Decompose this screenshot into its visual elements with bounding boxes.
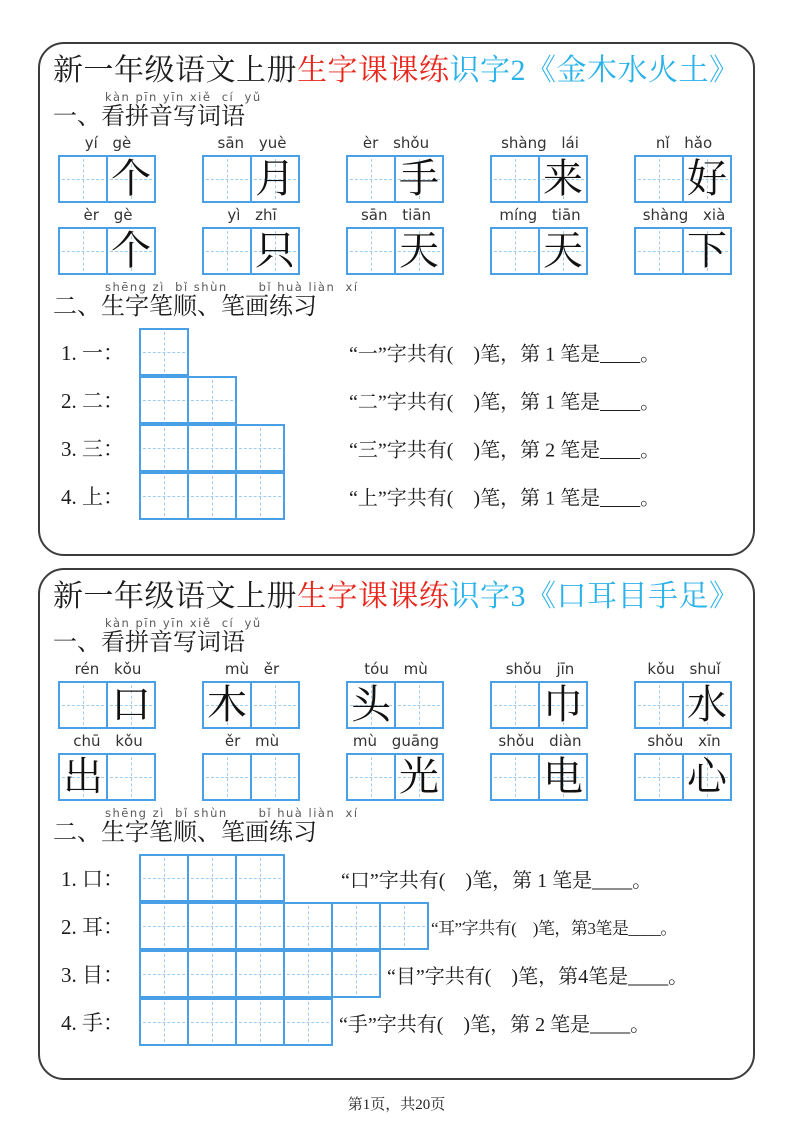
word-group (346, 132, 446, 203)
stroke-practice-box (187, 472, 237, 520)
word-row (53, 132, 738, 203)
character-text (492, 755, 538, 799)
page-title (53, 578, 738, 615)
stroke-label: 1. 一： (61, 341, 124, 365)
character-text (108, 755, 154, 799)
stroke-practice-box (283, 902, 333, 950)
word-group (202, 658, 302, 729)
word-pinyin: èr shǒu (362, 134, 430, 152)
writing-pair (634, 681, 734, 729)
title-lesson-blue: 识字3《口耳目手足》 (449, 580, 740, 613)
word-pinyin: yí gè (84, 134, 132, 152)
writing-cell (682, 155, 732, 203)
heading-pinyin: kàn pīn yīn xiě cí yǔ (105, 90, 262, 104)
worksheet-card-2 (38, 568, 755, 1080)
writing-cell (202, 681, 252, 729)
character-text: 木 (207, 682, 247, 727)
word-group (634, 730, 734, 801)
stroke-question: “一”字共有( )笔，第 1 笔是____。 (349, 343, 661, 366)
character-text (60, 157, 106, 201)
stroke-question: “耳”字共有( )笔，第3笔是____。 (431, 918, 677, 938)
word-row (53, 730, 738, 801)
stroke-practice-boxes (139, 950, 381, 998)
character-text (60, 229, 106, 273)
writing-cell (538, 681, 588, 729)
writing-cell (490, 155, 540, 203)
writing-cell (202, 753, 252, 801)
word-group (490, 658, 590, 729)
writing-cell (346, 753, 396, 801)
character-text: 出 (63, 754, 103, 799)
writing-cell (634, 753, 684, 801)
word-pinyin: shàng xià (642, 206, 726, 224)
writing-pair (346, 155, 446, 203)
writing-pair (58, 227, 158, 275)
writing-cell (682, 753, 732, 801)
stroke-row (53, 375, 738, 425)
character-text (252, 683, 298, 727)
stroke-practice (53, 853, 738, 1047)
stroke-practice-boxes (139, 472, 285, 520)
word-group (490, 730, 590, 801)
word-pinyin: èr gè (83, 206, 133, 224)
stroke-practice-box (187, 424, 237, 472)
character-text (204, 229, 250, 273)
stroke-practice-box (283, 998, 333, 1046)
word-group (634, 204, 734, 275)
stroke-label: 4. 上： (61, 485, 124, 509)
section-one-heading: 一、看拼音写词语 (53, 104, 245, 130)
stroke-practice-box (139, 472, 189, 520)
word-pinyin: mù guāng (352, 732, 440, 750)
character-text (60, 683, 106, 727)
stroke-practice-box (187, 998, 237, 1046)
character-text: 个 (111, 228, 151, 273)
stroke-practice-boxes (139, 854, 285, 902)
worksheet-card-1 (38, 42, 755, 556)
word-group (346, 730, 446, 801)
writing-pair (634, 753, 734, 801)
writing-pair (490, 155, 590, 203)
stroke-practice-box (139, 854, 189, 902)
writing-pair (58, 155, 158, 203)
character-text (204, 157, 250, 201)
character-text: 天 (543, 228, 583, 273)
stroke-practice-box (187, 950, 237, 998)
writing-cell (682, 681, 732, 729)
word-pinyin: mù ěr (224, 660, 280, 678)
character-text: 手 (399, 156, 439, 201)
character-text: 心 (687, 754, 727, 799)
title-lesson-blue: 识字2《金木水火土》 (449, 54, 740, 87)
writing-cell (394, 227, 444, 275)
writing-cell (250, 681, 300, 729)
stroke-question: “口”字共有( )笔，第 1 笔是____。 (341, 869, 653, 892)
stroke-row (53, 423, 738, 473)
stroke-practice-box (139, 902, 189, 950)
stroke-practice-box (235, 998, 285, 1046)
section-one-heading: 一、看拼音写词语 (53, 630, 245, 656)
writing-cell (490, 753, 540, 801)
character-text: 个 (111, 156, 151, 201)
character-text: 只 (255, 228, 295, 273)
writing-cell (106, 681, 156, 729)
writing-cell (490, 227, 540, 275)
writing-cell (250, 155, 300, 203)
stroke-row (53, 997, 738, 1047)
character-text (636, 755, 682, 799)
writing-cell (58, 753, 108, 801)
heading-pinyin: shēng zì bǐ shùn bǐ huà liàn xí (105, 280, 359, 294)
writing-pair (346, 753, 446, 801)
writing-cell (634, 681, 684, 729)
word-group (58, 658, 158, 729)
writing-cell (250, 753, 300, 801)
stroke-practice-boxes (139, 902, 429, 950)
word-pinyin: shǒu diàn (498, 732, 582, 750)
word-group (634, 132, 734, 203)
writing-cell (490, 681, 540, 729)
title-series-red: 生字课课练 (297, 580, 450, 613)
writing-cell (106, 227, 156, 275)
stroke-practice-box (235, 902, 285, 950)
stroke-practice-box (235, 854, 285, 902)
stroke-label: 4. 手： (61, 1011, 124, 1035)
word-group (58, 204, 158, 275)
character-text: 月 (255, 156, 295, 201)
word-pinyin: míng tiān (499, 206, 581, 224)
writing-cell (106, 753, 156, 801)
writing-pair (490, 753, 590, 801)
stroke-question: “手”字共有( )笔，第 2 笔是____。 (339, 1013, 651, 1036)
writing-cell (538, 227, 588, 275)
word-pinyin: tóu mù (364, 660, 428, 678)
writing-cell (106, 155, 156, 203)
word-pinyin: nǐ hǎo (655, 134, 713, 152)
character-text (492, 229, 538, 273)
word-group (346, 658, 446, 729)
stroke-practice-box (187, 902, 237, 950)
page-title (53, 52, 738, 89)
character-text: 来 (543, 156, 583, 201)
writing-pair (490, 681, 590, 729)
stroke-practice-box (187, 854, 237, 902)
writing-cell (58, 155, 108, 203)
character-text: 水 (687, 682, 727, 727)
word-row (53, 658, 738, 729)
stroke-practice-boxes (139, 328, 189, 376)
writing-cell (58, 681, 108, 729)
stroke-practice-box (139, 328, 189, 376)
character-text: 光 (399, 754, 439, 799)
writing-cell (202, 155, 252, 203)
writing-pair (202, 155, 302, 203)
word-pinyin: sān yuè (217, 134, 287, 152)
page-footer: 第1页，共20页 (347, 1097, 446, 1113)
stroke-practice-boxes (139, 998, 333, 1046)
character-text (492, 683, 538, 727)
writing-pair (58, 681, 158, 729)
word-pinyin: shǒu xīn (647, 732, 721, 750)
stroke-label: 3. 三： (61, 437, 124, 461)
word-group (58, 730, 158, 801)
writing-cell (346, 155, 396, 203)
character-text (348, 157, 394, 201)
word-group (490, 132, 590, 203)
title-text-black: 新一年级语文上册 (53, 54, 297, 87)
stroke-practice-box (235, 472, 285, 520)
stroke-practice-box (187, 376, 237, 424)
stroke-label: 3. 目： (61, 963, 124, 987)
word-pinyin: yì zhī (227, 206, 277, 224)
stroke-row (53, 853, 738, 903)
character-text (348, 755, 394, 799)
character-text (396, 683, 442, 727)
stroke-practice-boxes (139, 424, 285, 472)
writing-cell (346, 227, 396, 275)
title-series-red: 生字课课练 (297, 54, 450, 87)
stroke-practice-box (139, 424, 189, 472)
writing-cell (346, 681, 396, 729)
writing-cell (58, 227, 108, 275)
writing-cell (538, 753, 588, 801)
stroke-practice-box (283, 950, 333, 998)
character-text (348, 229, 394, 273)
word-pinyin: chū kǒu (73, 732, 143, 750)
section-two-heading: 二、生字笔顺、笔画练习 (53, 820, 317, 846)
stroke-practice-box (139, 376, 189, 424)
word-group (202, 730, 302, 801)
stroke-question: “上”字共有( )笔，第 1 笔是____。 (349, 487, 661, 510)
writing-cell (634, 227, 684, 275)
stroke-question: “二”字共有( )笔，第 1 笔是____。 (349, 391, 661, 414)
stroke-row (53, 949, 738, 999)
heading-pinyin: shēng zì bǐ shùn bǐ huà liàn xí (105, 806, 359, 820)
writing-cell (250, 227, 300, 275)
character-text: 好 (687, 156, 727, 201)
word-pinyin: shǒu jīn (505, 660, 575, 678)
character-text (204, 755, 250, 799)
character-text (636, 229, 682, 273)
writing-pair (346, 681, 446, 729)
heading-pinyin: kàn pīn yīn xiě cí yǔ (105, 616, 262, 630)
writing-pair (634, 227, 734, 275)
word-group (202, 132, 302, 203)
title-text-black: 新一年级语文上册 (53, 580, 297, 613)
stroke-label: 1. 口： (61, 867, 124, 891)
character-text (492, 157, 538, 201)
stroke-practice-boxes (139, 376, 237, 424)
character-text: 电 (543, 754, 583, 799)
writing-cell (202, 227, 252, 275)
writing-pair (490, 227, 590, 275)
character-text: 口 (111, 682, 151, 727)
stroke-question: “目”字共有( )笔，第4笔是____。 (387, 965, 689, 988)
word-group (202, 204, 302, 275)
writing-pair (202, 681, 302, 729)
stroke-practice-box (139, 950, 189, 998)
stroke-label: 2. 耳： (61, 915, 124, 939)
writing-cell (394, 681, 444, 729)
word-pinyin: sān tiān (360, 206, 432, 224)
writing-cell (538, 155, 588, 203)
writing-pair (634, 155, 734, 203)
character-text: 下 (687, 228, 727, 273)
stroke-practice-box (331, 950, 381, 998)
writing-pair (346, 227, 446, 275)
character-text (252, 755, 298, 799)
section-two-heading: 二、生字笔顺、笔画练习 (53, 294, 317, 320)
character-text: 头 (351, 682, 391, 727)
word-pinyin: shàng lái (501, 134, 579, 152)
stroke-row (53, 471, 738, 521)
stroke-practice-box (235, 424, 285, 472)
writing-cell (394, 753, 444, 801)
writing-cell (682, 227, 732, 275)
word-pinyin: kǒu shuǐ (647, 660, 721, 678)
stroke-row (53, 901, 738, 951)
word-pinyin: rén kǒu (74, 660, 142, 678)
word-pinyin: ěr mù (224, 732, 280, 750)
writing-pair (202, 753, 302, 801)
writing-cell (394, 155, 444, 203)
character-text (636, 157, 682, 201)
character-text: 巾 (543, 682, 583, 727)
stroke-label: 2. 二： (61, 389, 124, 413)
word-row (53, 204, 738, 275)
stroke-question: “三”字共有( )笔，第 2 笔是____。 (349, 439, 661, 462)
stroke-practice-box (331, 902, 381, 950)
writing-pair (202, 227, 302, 275)
stroke-practice-box (235, 950, 285, 998)
word-group (58, 132, 158, 203)
stroke-practice-box (139, 998, 189, 1046)
word-group (490, 204, 590, 275)
stroke-row (53, 327, 738, 377)
word-group (346, 204, 446, 275)
character-text: 天 (399, 228, 439, 273)
writing-pair (58, 753, 158, 801)
character-text (636, 683, 682, 727)
stroke-practice-box (379, 902, 429, 950)
stroke-practice (53, 327, 738, 521)
writing-cell (634, 155, 684, 203)
word-group (634, 658, 734, 729)
